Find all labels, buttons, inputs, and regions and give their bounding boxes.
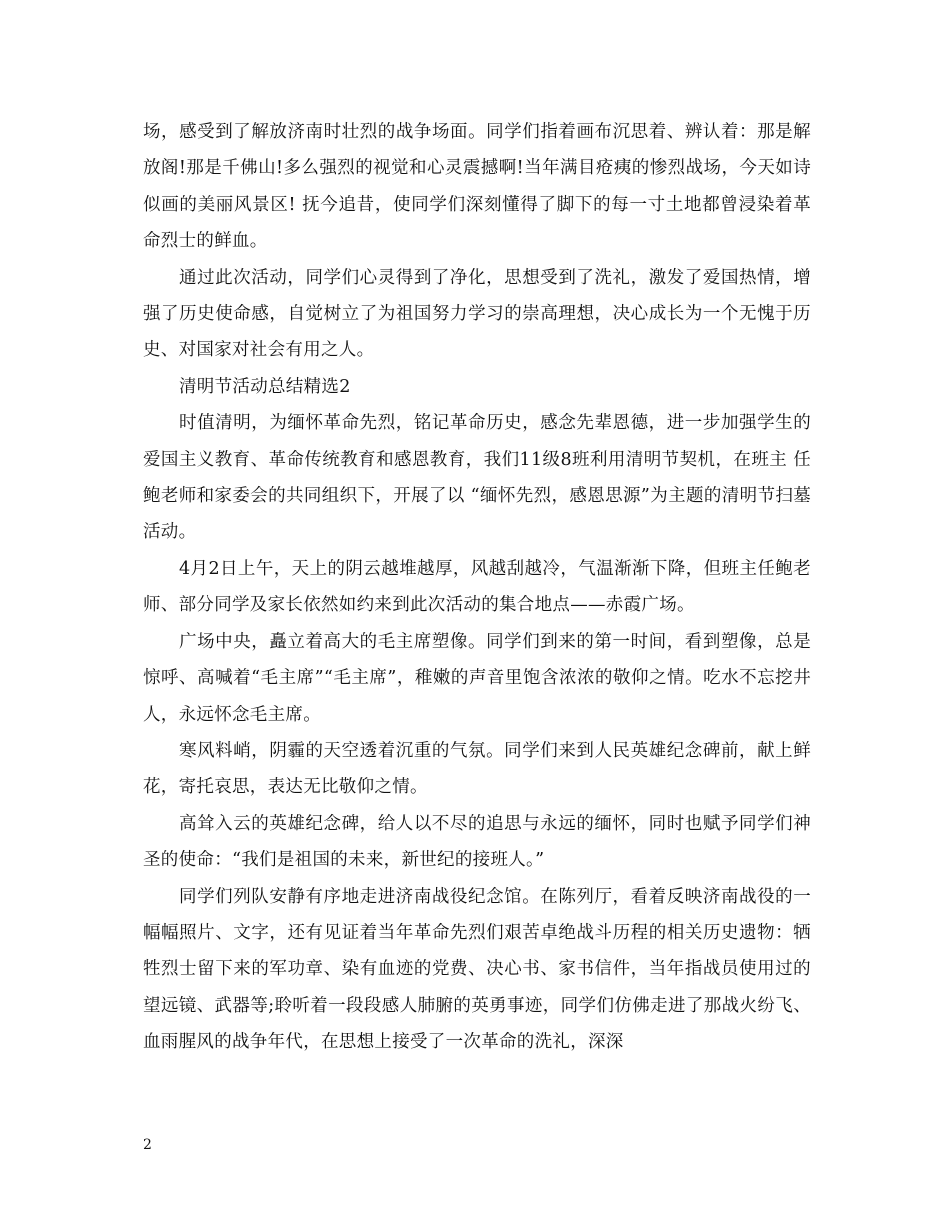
document-page (143, 114, 811, 1061)
page-number: 2 (143, 1137, 152, 1153)
section-heading: 清明节活动总结精选2 (179, 376, 351, 397)
paragraph-continuation: 场，感受到了解放济南时壮烈的战争场面。同学们指着画布沉思着、辨认着：那是解放阁!那是千佛山!多么强烈的视觉和心灵震撼啊!当年满目疮痍的惨烈战场，今天如诗似画的美丽风景区! 抚今追昔，使同学们深刻懂得了脚下的每一寸土地都曾浸染着革命烈士的鲜血。 (143, 122, 811, 252)
paragraph: 高耸入云的英雄纪念碑，给人以不尽的追思与永远的缅怀，同时也赋予同学们神圣的使命：“我们是祖国的未来，新世纪的接班人。” (143, 813, 811, 871)
paragraph: 通过此次活动，同学们心灵得到了净化，思想受到了洗礼，激发了爱国热情，增强了历史使命感，自觉树立了为祖国努力学习的崇高理想，决心成长为一个无愧于历史、对国家对社会有用之人。 (143, 267, 811, 361)
paragraph: 同学们列队安静有序地走进济南战役纪念馆。在陈列厅，看着反映济南战役的一幅幅照片、文字，还有见证着当年革命先烈们艰苦卓绝战斗历程的相关历史遗物：牺牲烈士留下来的军功章、染有血迹的党费、决心书、家书信件，当年指战员使用过的望远镜、武器等;聆听着一段段感人肺腑的英勇事迹，同学们仿佛走进了那战火纷飞、血雨腥风的战争年代，在思想上接受了一次革命的洗礼，深深 (143, 886, 811, 1053)
paragraph: 4月2日上午，天上的阴云越堆越厚，风越刮越冷，气温渐渐下降，但班主任鲍老师、部分同学及家长依然如约来到此次活动的集合地点——赤霞广场。 (143, 558, 811, 616)
paragraph: 广场中央，矗立着高大的毛主席塑像。同学们到来的第一时间，看到塑像，总是惊呼、高喊着“毛主席”“毛主席”，稚嫩的声音里饱含浓浓的敬仰之情。吃水不忘挖井人，永远怀念毛主席。 (143, 631, 811, 725)
paragraph: 时值清明，为缅怀革命先烈，铭记革命历史，感念先辈恩德，进一步加强学生的爱国主义教育、革命传统教育和感恩教育，我们11级8班利用清明节契机，在班主 任鲍老师和家委会的共同组织下，开展了以 “缅怀先烈，感恩思源”为主题的清明节扫墓活动。 (143, 413, 811, 543)
paragraph: 寒风料峭，阴霾的天空透着沉重的气氛。同学们来到人民英雄纪念碑前，献上鲜花，寄托哀思，表达无比敬仰之情。 (143, 740, 811, 798)
